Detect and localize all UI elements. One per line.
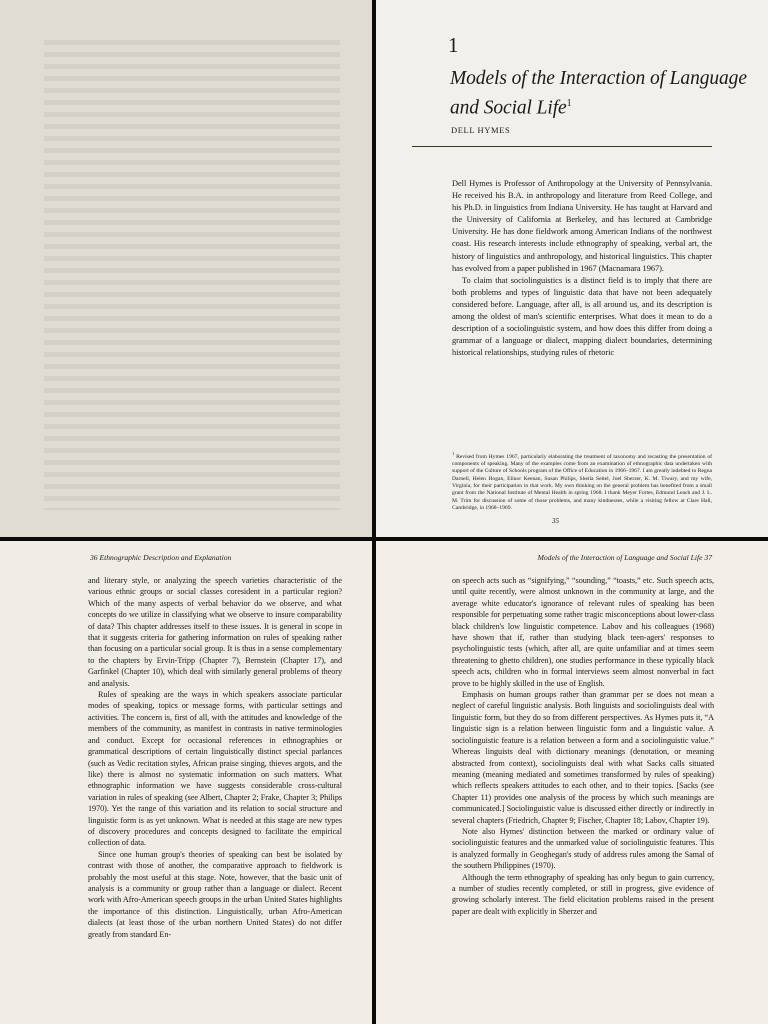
paragraph: Emphasis on human groups rather than grammar per se does not mean a neglect of careful linguistic analysis. Both linguists and sociolinguists deal with linguistic form, but they do so from different perspectives. As Hymes puts it, “A linguistic sign is a relation between linguistic form and a linguistic value. A sociolinguistic feature is a relation between a form and a sociolinguistic value.” Whereas linguists deal with dictionary meanings (denotation, or meaning abstracted from context), sociolinguists deal with what Sacks calls situated meaning (meaning mediated and sometimes transformed by rules of speaking) which reflects speakers attitudes to each other, and to their topics. [Sacks (see Chapter 11) provides one analysis of the process by which such meanings are communicated.] Sociolinguistic value is discussed either directly or indirectly in several chapters (Friedrich, Chapter 9; Fischer, Chapter 18; Labov, Chapter 19). xyxy=(452,690,714,825)
paragraph: and literary style, or analyzing the speech varieties characteristic of the various ethnic groups or social classes coresident in a particular region? Which of the many aspects of verbal behavior do we observe, and what concepts do we utilize in classifying what we observe to insure comparability of data? This chapter addresses itself to these issues. It is general in scope in that it suggests criteria for gathering information on rules of speaking rather than focusing on a particular social group. It is thus in a sense complementary to the chapters by Ervin-Tripp (Chapter 7), Bernstein (Chapter 17), and Garfinkel (Chapter 10), which deal with similarly general problems of theory and analysis. xyxy=(88,576,342,688)
paragraph: Although the term ethnography of speaking has only begun to gain currency, a number of studies recently completed, or still in progress, give evidence of growing scholarly interest. The field elicitation problems raised in the present paper are dealt with explicitly in Sherzer and xyxy=(452,872,714,916)
title-footnote-marker: 1 xyxy=(566,98,572,109)
author-bio: Dell Hymes is Professor of Anthropology at the University of Pennsylvania. He received his B.A. in anthropology and literature from Reed College, and his Ph.D. in linguistics from Indiana University. He has taught at Harvard and the University of California at Berkeley, and has lectured at Cambridge University. He has done fieldwork among American Indians of the northwest coast. His research interests include ethnography of speaking, verbal art, the history of linguistics and anthropology, and historical linguistics. This chapter has evolved from a paper published in 1967 (Macnamara 1967). xyxy=(452,179,712,273)
chapter-number: 1 xyxy=(448,33,459,57)
paragraph: Since one human group's theories of speaking can best be isolated by contrast with those of another, the comparative approach to fieldwork is probably the most useful at this stage. Note, however, that the basic unit of analysis is a community or group rather than a language or dialect. Recent work with Afro-American speech groups in the urban United States highlights the importance of this distinction. Linguistically, urban Afro-American dialects (at least those of the urban northern United States) do not differ greatly from standard En- xyxy=(88,849,342,939)
bleed-through-texture xyxy=(44,40,340,510)
footnote-marker: 1 xyxy=(452,451,455,456)
chapter-title xyxy=(450,66,750,121)
opening-paragraph: To claim that sociolinguistics is a distinct field is to imply that there are both problems and types of linguistic data that have not been adequately considered before. Language, after all, is all around us, and its description is among the oldest of man's scientific enterprises. What does it mean to do a description of a sociolinguistic system, and how does this differ from doing a grammar of a language or dialect, mapping dialect boundaries, determining historical relationships, studying rules of rhetoric xyxy=(452,275,712,358)
footnote-text: Revised from Hymes 1967, particularly elaborating the treatment of taxonomy and recasting the presentation of components of speaking. Many of the examples come from an examination of ethnographic data undertaken with support of the Culture of Schools program of the Office of Education in 1966–1967. I am greatly indebted to Regna Darnell, Helen Hogan, Elinor Keenan, Susan Philips, Sheila Seitel, Joel Sherzer, K. M. Tiwary, and my wife, Virginia, for their participation in that work. My own thinking on the general problem has benefited from a small grant from the National Institute of Mental Health in spring 1968. I thank Meyer Fortes, Edmund Leach and J. L. M. Trim for discussion of some of those problems, and many kindnesses, while a visiting fellow at Clare Hall, Cambridge, in 1968–1969. xyxy=(452,453,712,511)
paragraph: Rules of speaking are the ways in which speakers associate particular modes of speaking, topics or message forms, with particular settings and activities. The concern is, first of all, with the attitudes and knowledge of the members of the community, as manifest in contrasts in native terminologies and conduct. Except for occasional references in ethnographies or grammatical descriptions of certain linguistically distinct special parlances (such as Vedic recitation styles, African praise singing, thieves argots, and the like) there is almost no systematic information on such matters. What ethnographic information we have suggests considerable cross-cultural variation in rules of speaking (see Albert, Chapter 2; Frake, Chapter 3; Philips 1970). Yet the range of this variation and its relation to social structure and linguistic form is as yet unknown. What is needed at this stage are new types of discovery procedures and concepts designed to facilitate the empirical collection of data. xyxy=(88,690,342,848)
chapter-title-text: Models of the Interaction of Language and Social Life xyxy=(450,68,747,119)
page-37-text xyxy=(452,575,714,917)
footnote xyxy=(452,450,712,512)
title-rule xyxy=(412,146,712,147)
chapter-author: DELL HYMES xyxy=(451,125,511,135)
running-head-left: 36 Ethnographic Description and Explanation xyxy=(90,553,232,562)
verso-page-blank xyxy=(0,0,372,537)
paragraph: on speech acts such as “signifying,” “sounding,” “toasts,” etc. Such speech acts, until quite recently, were almost unknown in the community at large, and the average white educator's ignorance of relevant rules of speaking has been responsible for perpetuating some rather tragic misconceptions about lower-class black children's low linguistic competence. Labov and his colleagues (1968) have shown that if, rather than studying black teen-agers' responses to psycholinguistic tests (which, after all, are quite unfamiliar and at times seem threatening to ghetto children), one studies performance in these typically black speech acts, children who in formal interviews seem almost nonverbal in fact prove to be highly skilled in the use of English. xyxy=(452,576,714,688)
opening-text-block xyxy=(452,178,712,359)
paragraph: Note also Hymes' distinction between the marked or ordinary value of sociolinguistic features and the unmarked value of sociolinguistic features. This is analyzed formally in Geoghegan's study of address rules among the Samal of the southern Philippines (1970). xyxy=(452,826,714,871)
page-number-35: 35 xyxy=(552,517,559,525)
page-36-text xyxy=(88,575,342,940)
running-head-right: Models of the Interaction of Language and Social Life 37 xyxy=(537,553,712,562)
footnote-block xyxy=(452,450,712,512)
